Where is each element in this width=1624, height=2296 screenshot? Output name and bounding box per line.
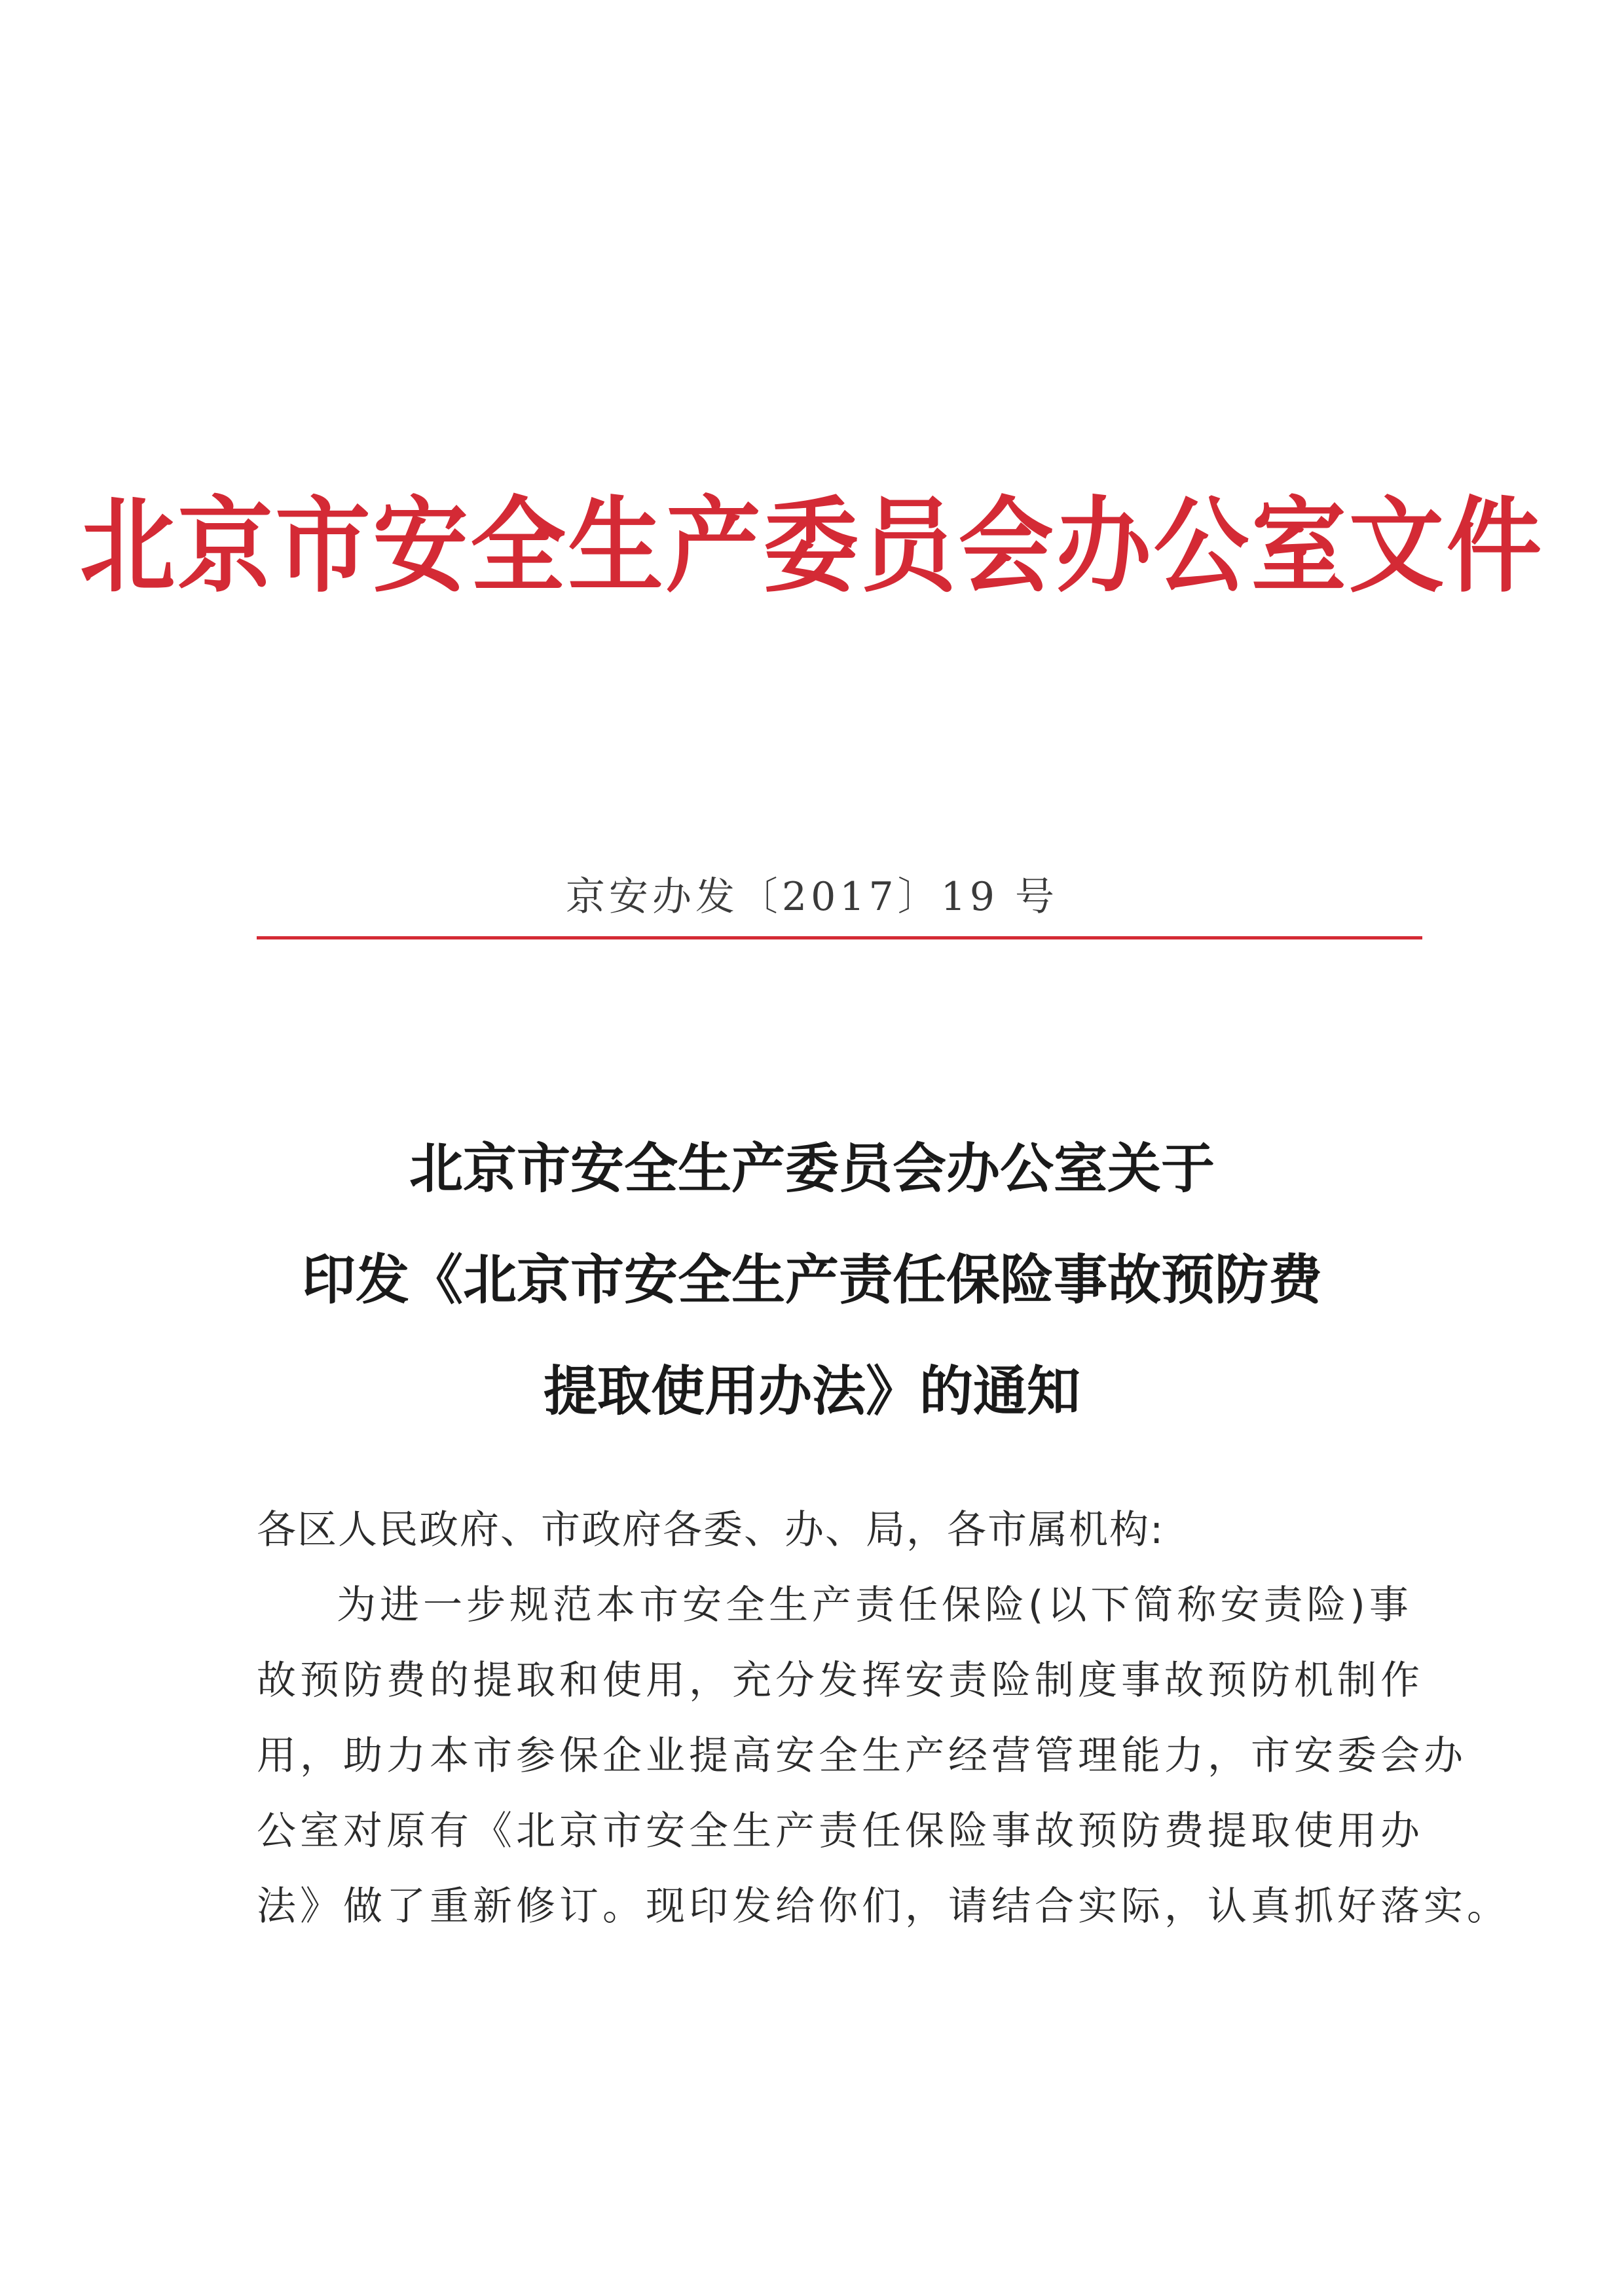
paragraph-line: 故预防费的提取和使用，充分发挥安责险制度事故预防机制作 [257,1658,1424,1704]
title-line-2: 印发《北京市安全生产责任保险事故预防费 [301,1248,1322,1311]
title-line-1: 北京市安全生产委员会办公室关于 [409,1137,1215,1200]
document-number: 京安办发〔2017〕19 号 [565,874,1059,920]
paragraph-line: 用，助力本市参保企业提高安全生产经营管理能力，市安委会办 [257,1733,1467,1779]
notice-title [0,1113,1624,1447]
title-line-3: 提取使用办法》的通知 [543,1360,1080,1423]
paragraph-line: 为进一步规范本市安全生产责任保险(以下简称安责险)事 [337,1582,1412,1628]
salutation: 各区人民政府、市政府各委、办、局，各市属机构: [257,1507,1165,1553]
red-divider-line [257,936,1422,939]
paragraph-line: 法》做了重新修订。现印发给你们，请结合实际，认真抓好落实。 [257,1884,1510,1929]
body-text [257,1493,1510,1944]
paragraph-line: 公室对原有《北京市安全生产责任保险事故预防费提取使用办 [257,1808,1424,1854]
issuer-heading: 北京市安全生产委员会办公室文件 [80,486,1544,607]
